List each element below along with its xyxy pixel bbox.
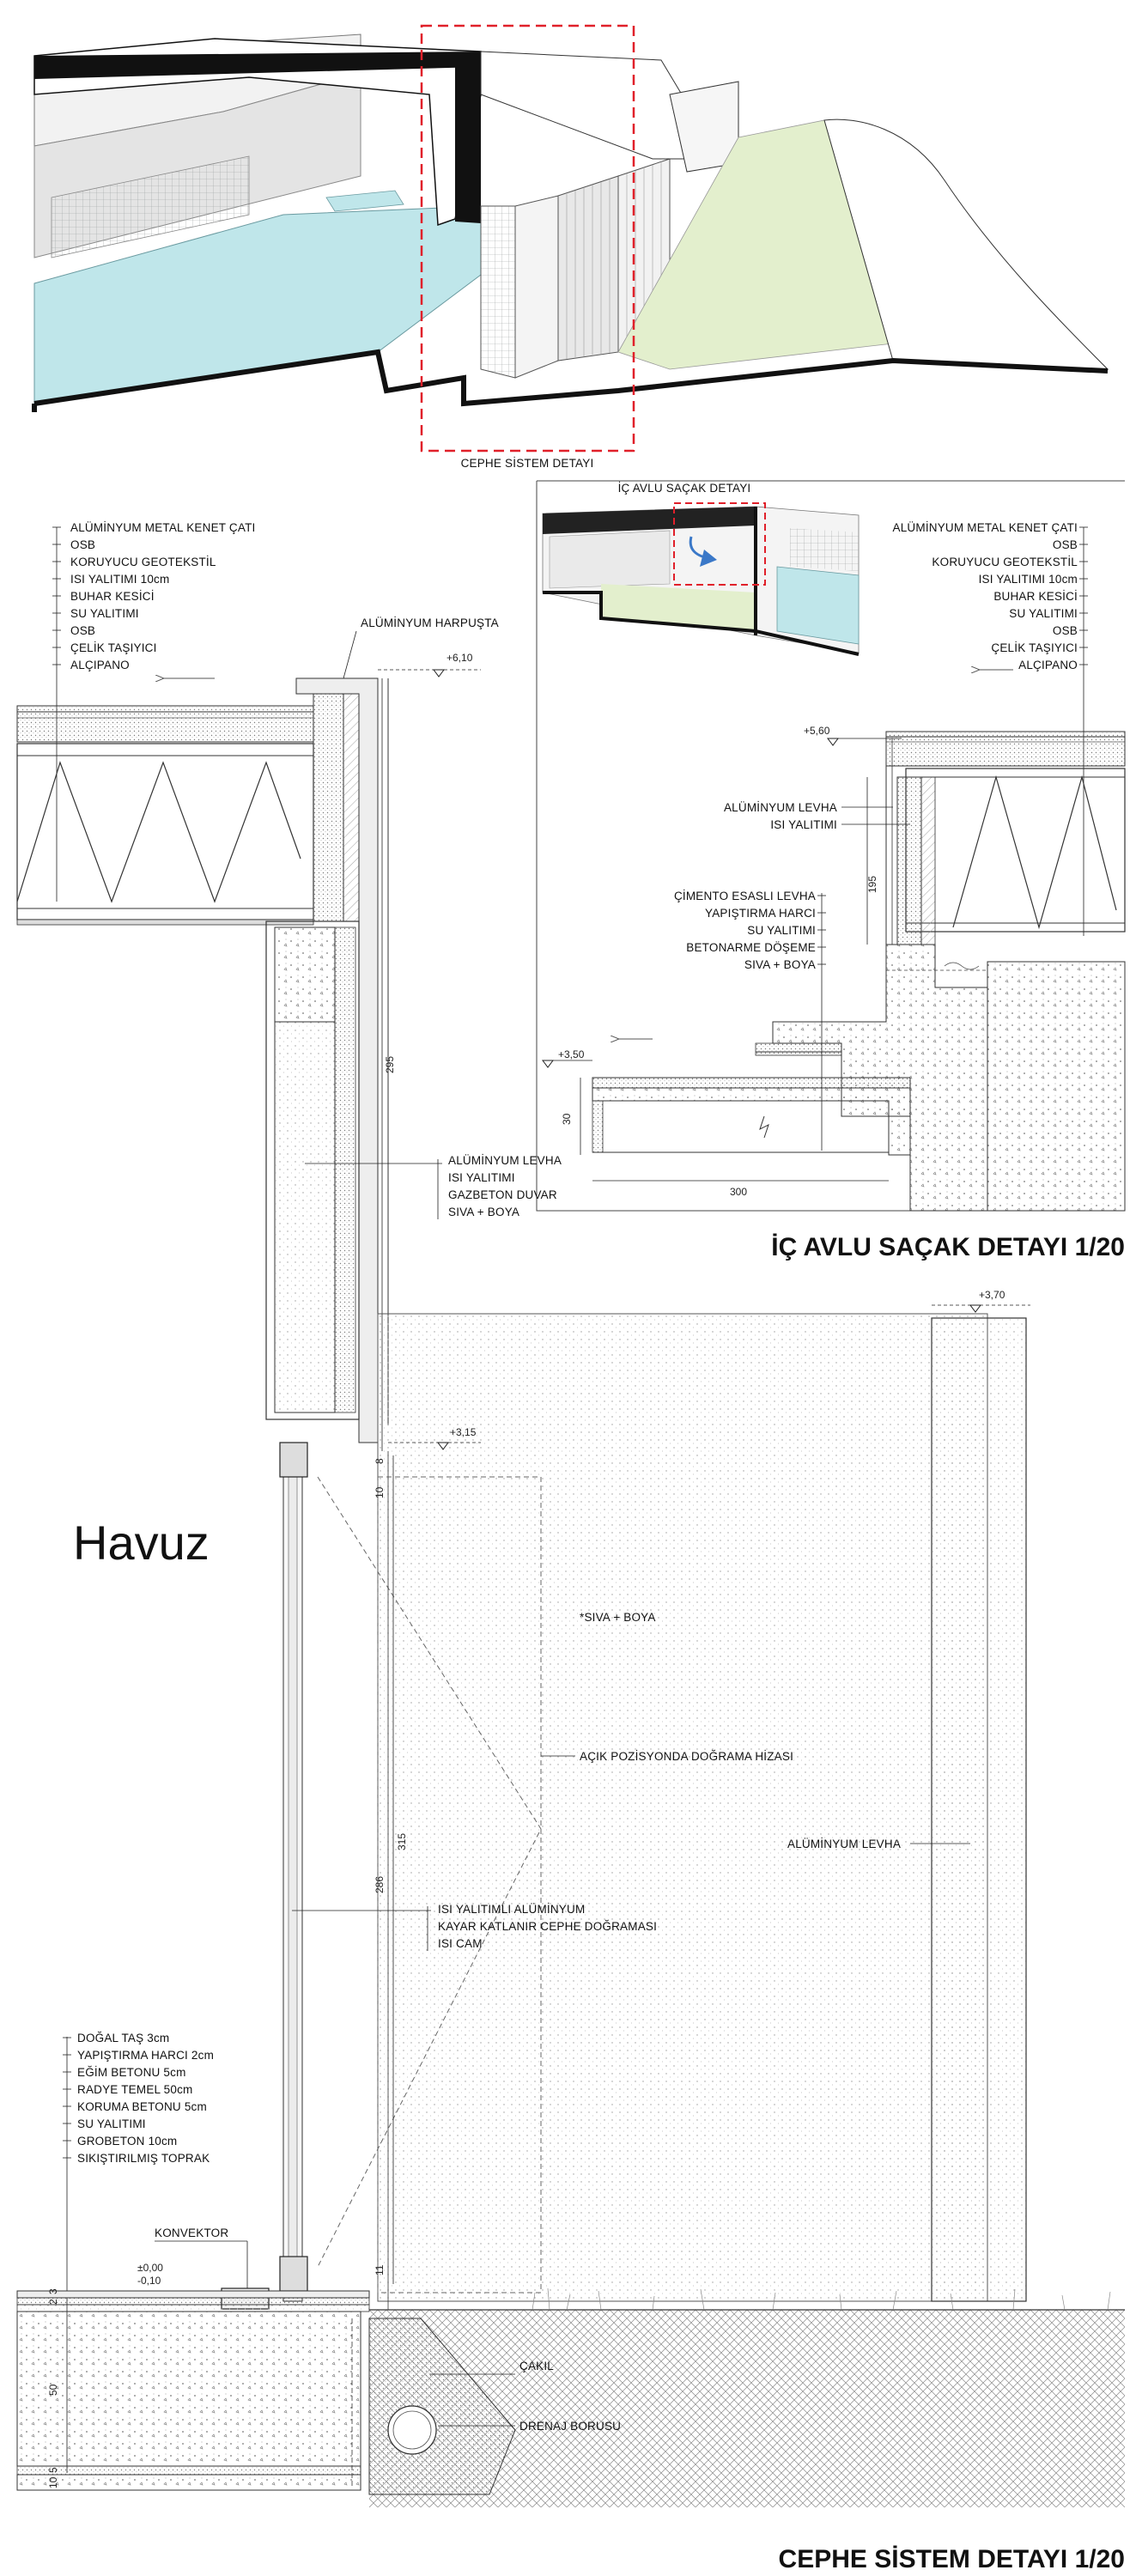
facade-layer: ISI YALITIMLI ALÜMİNYUM — [438, 1903, 586, 1916]
inset-roof-layer: OSB — [1052, 624, 1078, 637]
elev-610-marker — [378, 652, 481, 677]
floor-layer: EĞİM BETONU 5cm — [77, 2066, 186, 2079]
elevation-wall — [318, 1289, 1030, 2301]
elev-315: +3,15 — [450, 1426, 477, 1438]
inset-elev-top: +5,60 — [804, 725, 830, 737]
inset-slab-layer: SU YALITIMI — [747, 924, 816, 937]
aluminyum-levha-label: ALÜMİNYUM LEVHA — [787, 1838, 902, 1850]
elev-370: +3,70 — [979, 1289, 1005, 1301]
inset-dim-300: 300 — [729, 1186, 748, 1198]
inset-slab-layer: SIVA + BOYA — [744, 958, 816, 971]
acik-pozisyon-label: AÇIK POZİSYONDA DOĞRAMA HİZASI — [580, 1750, 794, 1763]
floor-layer: SIKIŞTIRILMIŞ TOPRAK — [77, 2152, 210, 2165]
floor-section — [17, 2291, 369, 2490]
inset-roof-layer: ISI YALITIMI 10cm — [978, 573, 1078, 586]
floor-layer: KORUMA BETONU 5cm — [77, 2100, 207, 2113]
roof-layer: ÇELİK TAŞIYICI — [70, 641, 157, 654]
inset-roof-section — [592, 732, 1125, 1211]
roof-layer: ALÜMİNYUM METAL KENET ÇATI — [70, 521, 256, 534]
cakil-label: ÇAKIL — [519, 2360, 555, 2372]
inset-roof-layer: ALÜMİNYUM METAL KENET ÇATI — [892, 521, 1078, 534]
wall-layer: GAZBETON DUVAR — [448, 1188, 557, 1201]
drain-pipe — [388, 2406, 436, 2454]
roof-layer: OSB — [70, 624, 96, 637]
floor-layer: GROBETON 10cm — [77, 2135, 178, 2148]
roof-layer: ALÇIPANO — [70, 659, 130, 671]
wall-layer: SIVA + BOYA — [448, 1206, 520, 1218]
drenaj-label: DRENAJ BORUSU — [519, 2420, 622, 2433]
siva-boya-label: *SIVA + BOYA — [580, 1611, 656, 1624]
inset-panel — [537, 481, 1125, 1261]
roof-layer: SU YALITIMI — [70, 607, 139, 620]
main-title: CEPHE SİSTEM DETAYI 1/20 — [778, 2545, 1125, 2573]
floor-layer: YAPIŞTIRMA HARCI 2cm — [77, 2049, 215, 2062]
konvektor-label: KONVEKTOR — [155, 2227, 229, 2239]
inset-eave-elev — [543, 1048, 592, 1067]
dim-10b: 10 — [47, 2476, 59, 2488]
inset-roof-layer: OSB — [1052, 538, 1078, 551]
inset-dim-195: 195 — [866, 875, 878, 893]
inset-slab-labels — [674, 890, 826, 1151]
inset-mini-perspective — [543, 503, 859, 654]
dim-295: 295 — [384, 1055, 396, 1073]
dim-286: 286 — [374, 1875, 386, 1893]
inset-roof-layer: ÇELİK TAŞIYICI — [991, 641, 1078, 654]
inset-roof-layer: ALÇIPANO — [1018, 659, 1078, 671]
inset-dim-30: 30 — [561, 1113, 573, 1125]
wall-layer: ISI YALITIMI — [448, 1171, 515, 1184]
harpusta-label: ALÜMİNYUM HARPUŞTA — [361, 617, 499, 629]
dim-5: 5 — [47, 2467, 59, 2473]
facade-layer: ISI CAM — [438, 1937, 483, 1950]
dim-10: 10 — [374, 1486, 386, 1498]
overview-caption: CEPHE SİSTEM DETAYI — [460, 457, 594, 470]
roof-layer: OSB — [70, 538, 96, 551]
roof-layer: BUHAR KESİCİ — [70, 590, 155, 603]
inset-slab-layer: BETONARME DÖŞEME — [686, 941, 816, 954]
inset-roof-layer: SU YALITIMI — [1009, 607, 1078, 620]
roof-layer: KORUYUCU GEOTEKSTİL — [70, 556, 216, 568]
facade-glazing — [280, 1443, 388, 2310]
dim-11: 11 — [374, 2264, 386, 2275]
main-section — [17, 521, 1125, 2573]
dim-315: 315 — [396, 1832, 408, 1850]
inset-roof-layer: BUHAR KESİCİ — [993, 590, 1078, 603]
havuz-label: Havuz — [73, 1516, 210, 1570]
inset-caption: İÇ AVLU SAÇAK DETAYI — [617, 482, 751, 495]
facade-layer: KAYAR KATLANIR CEPHE DOĞRAMASI — [438, 1920, 658, 1933]
floor-layer: SU YALITIMI — [77, 2117, 146, 2130]
wall-layer: ALÜMİNYUM LEVHA — [448, 1154, 562, 1167]
dim-8: 8 — [374, 1458, 386, 1464]
inset-slab-layer: ÇİMENTO ESASLI LEVHA — [673, 890, 816, 902]
elev-000: ±0,00 — [137, 2262, 163, 2274]
floor-layer: DOĞAL TAŞ 3cm — [77, 2032, 170, 2044]
dim-50: 50 — [47, 2384, 59, 2396]
roof-layer: ISI YALITIMI 10cm — [70, 573, 170, 586]
inset-elev-eave: +3,50 — [558, 1048, 585, 1060]
inset-title: İÇ AVLU SAÇAK DETAYI 1/20 — [771, 1233, 1125, 1261]
inset-plate-label: ALÜMİNYUM LEVHA — [723, 801, 837, 814]
inset-slab-layer: YAPIŞTIRMA HARCI — [705, 907, 816, 920]
floor-layer: RADYE TEMEL 50cm — [77, 2083, 193, 2096]
elev-610: +6,10 — [447, 652, 473, 664]
dim-2: 2 — [47, 2299, 59, 2305]
inset-plate-label: ISI YALITIMI — [770, 818, 837, 831]
inset-roof-layer: KORUYUCU GEOTEKSTİL — [932, 556, 1078, 568]
overview-perspective — [34, 26, 1108, 470]
elev-010: -0,10 — [137, 2275, 161, 2287]
dim-3: 3 — [47, 2288, 59, 2294]
